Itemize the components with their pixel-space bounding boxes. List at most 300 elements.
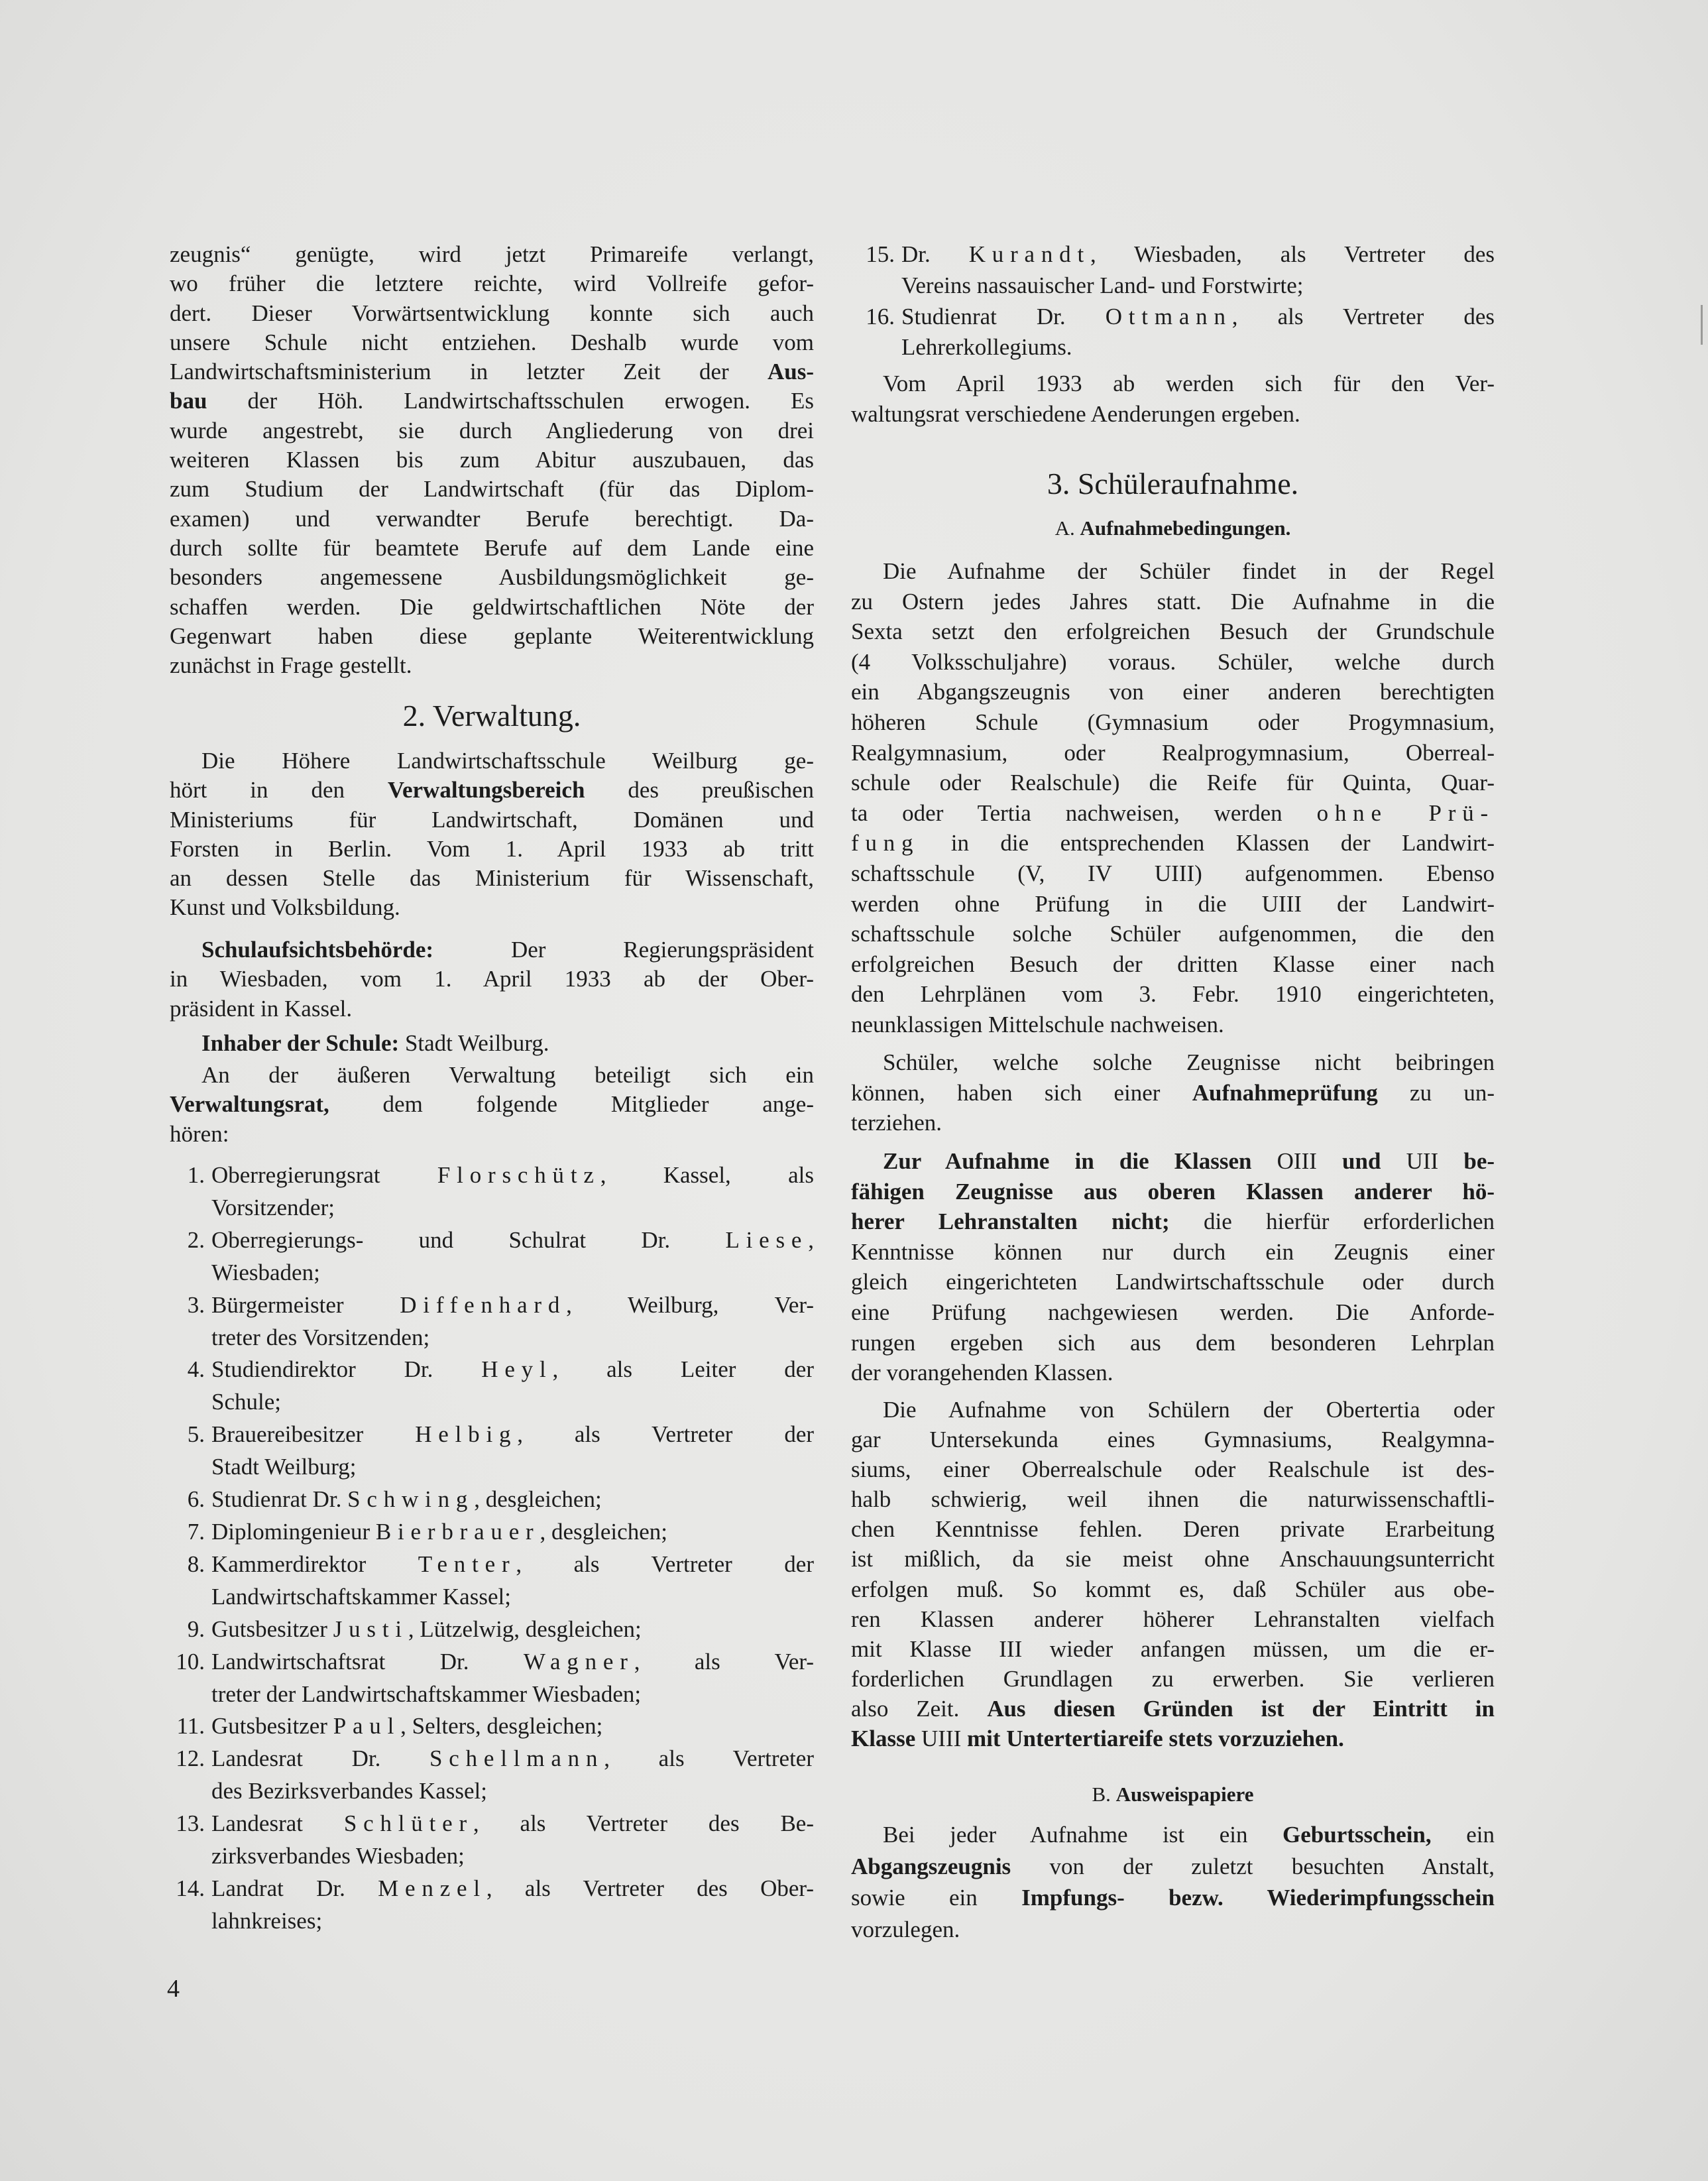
text-segment: Landwirtschaftsministerium in letzter Zeit der bbox=[170, 359, 768, 385]
text-segment: in Wiesbaden, vom 1. April 1933 ab der Ober- bbox=[170, 966, 814, 992]
text-line bbox=[851, 1694, 1495, 1724]
text-segment: Ministeriums für Landwirtschaft, Domänen und bbox=[170, 806, 814, 833]
list-item bbox=[176, 1808, 814, 1873]
text-segment: hören: bbox=[170, 1120, 229, 1147]
list-item-number: 4. bbox=[187, 1356, 205, 1383]
text-segment: , Kassel, als bbox=[600, 1162, 814, 1188]
text-segment: , als Ver- bbox=[634, 1648, 814, 1675]
text-line bbox=[851, 1819, 1495, 1851]
text-segment: waltungsrat verschiedene Aenderungen ergeben. bbox=[851, 401, 1300, 427]
text-line bbox=[851, 1851, 1495, 1883]
text-line bbox=[851, 677, 1495, 707]
text-segment: , Wiesbaden, als Vertreter des bbox=[1090, 241, 1495, 267]
text-segment: Diplomingenieur bbox=[211, 1518, 376, 1545]
paragraph bbox=[851, 369, 1495, 430]
list-item-number: 11. bbox=[176, 1713, 205, 1739]
text-segment: schaffen werden. Die geldwirtschaftlichen Nöte der bbox=[170, 593, 814, 620]
text-segment: Oberregierungs- und Schulrat Dr. bbox=[211, 1226, 726, 1253]
text-line bbox=[851, 1544, 1495, 1574]
text-segment: An der äußeren Verwaltung beteiligt sich ein bbox=[201, 1062, 814, 1088]
bold-text: Aus diesen Gründen ist der Eintritt in bbox=[987, 1695, 1495, 1722]
text-line bbox=[851, 1484, 1495, 1514]
text-segment: Oberregierungsrat bbox=[211, 1162, 437, 1188]
text-segment: forderlichen Grundlagen zu erwerben. Sie verlieren bbox=[851, 1665, 1495, 1692]
text-segment: , als Vertreter der bbox=[516, 1551, 814, 1577]
text-segment: zu Ostern jedes Jahres statt. Die Aufnahme in die bbox=[851, 588, 1495, 615]
text-line bbox=[170, 269, 814, 298]
text-segment: erfolgreichen Besuch der dritten Klasse einer nach bbox=[851, 951, 1495, 977]
bold-text: be- bbox=[1438, 1148, 1495, 1174]
text-line bbox=[211, 1679, 814, 1711]
text-segment: Sexta setzt den erfolgreichen Besuch der Grundschule bbox=[851, 619, 1495, 645]
text-segment: die hierfür erforderlichen bbox=[1169, 1208, 1495, 1235]
spaced-name: ohne Prü- bbox=[1316, 799, 1495, 826]
list-item-number: 14. bbox=[176, 1875, 205, 1901]
text-line bbox=[170, 651, 814, 680]
list-item-number: 7. bbox=[187, 1518, 205, 1545]
text-line bbox=[851, 889, 1495, 919]
text-segment: Studienrat Dr. bbox=[211, 1486, 348, 1513]
text-segment: weiteren Klassen bis zum Abitur auszubauen, das bbox=[170, 447, 814, 473]
text-segment: höheren Schule (Gymnasium oder Progymnasium, bbox=[851, 709, 1495, 735]
text-segment: OIII bbox=[1277, 1148, 1317, 1174]
text-segment: dem folgende Mitglieder ange- bbox=[329, 1091, 814, 1118]
text-segment: treter der Landwirtschaftskammer Wiesbaden; bbox=[211, 1680, 642, 1707]
subsection-heading bbox=[851, 1780, 1495, 1809]
text-segment: ein Abgangszeugnis von einer anderen berechtigten bbox=[851, 679, 1495, 705]
text-line bbox=[851, 1047, 1495, 1078]
text-segment: terziehen. bbox=[851, 1110, 942, 1136]
text-line bbox=[170, 328, 814, 357]
text-line bbox=[211, 1159, 814, 1192]
text-line bbox=[170, 776, 814, 805]
spaced-name: Helbig bbox=[415, 1421, 518, 1448]
list-item bbox=[866, 239, 1495, 302]
list-item-number: 2. bbox=[187, 1226, 205, 1253]
list-item bbox=[187, 1289, 815, 1354]
text-segment: (4 Volksschuljahre) voraus. Schüler, welche durch bbox=[851, 648, 1495, 675]
text-line bbox=[211, 1840, 814, 1873]
text-segment: Studiendirektor Dr. bbox=[211, 1356, 482, 1383]
text-segment: treter des Vorsitzenden; bbox=[211, 1324, 430, 1350]
text-line bbox=[211, 1614, 814, 1646]
spaced-name: Ottmann bbox=[1105, 303, 1232, 329]
spaced-name: Heyl bbox=[481, 1356, 553, 1383]
text-line bbox=[851, 514, 1495, 543]
text-line bbox=[851, 1574, 1495, 1604]
list-item bbox=[187, 1516, 814, 1549]
list-item-number: 6. bbox=[187, 1486, 205, 1513]
text-segment: Brauereibesitzer bbox=[211, 1421, 416, 1448]
text-segment: ein bbox=[1431, 1822, 1495, 1848]
text-segment: also Zeit. bbox=[851, 1695, 988, 1722]
list-item bbox=[187, 1549, 814, 1614]
bold-text: und bbox=[1316, 1148, 1406, 1174]
text-segment: der vorangehenden Klassen. bbox=[851, 1360, 1113, 1386]
text-line bbox=[211, 1484, 814, 1516]
text-line bbox=[901, 302, 1495, 333]
bold-text: Aus- bbox=[767, 359, 814, 385]
text-line bbox=[851, 1724, 1495, 1753]
text-segment: UII bbox=[1406, 1148, 1439, 1174]
text-segment: Schüler, welche solche Zeugnisse nicht beibringen bbox=[883, 1049, 1495, 1075]
text-segment: Vereins nassauischer Land- und Forstwirte; bbox=[901, 272, 1304, 298]
text-line bbox=[851, 1267, 1495, 1297]
text-segment: Realgymnasium, oder Realprogymnasium, Oberreal- bbox=[851, 739, 1495, 766]
text-segment: besonders angemessene Ausbildungsmöglichkeit ge- bbox=[170, 564, 814, 591]
text-line bbox=[211, 1386, 814, 1419]
text-line bbox=[851, 1664, 1495, 1694]
subsection-heading bbox=[851, 514, 1495, 543]
text-line bbox=[851, 1297, 1495, 1328]
text-segment: Studienrat Dr. bbox=[901, 303, 1106, 329]
bold-text: Verwaltungsrat, bbox=[170, 1091, 329, 1118]
text-segment: Wiesbaden; bbox=[211, 1259, 320, 1285]
text-line bbox=[851, 1395, 1495, 1425]
text-line bbox=[211, 1192, 814, 1224]
text-line bbox=[170, 965, 814, 994]
list-item bbox=[176, 1646, 814, 1711]
text-segment: Lehrerkollegiums. bbox=[901, 334, 1072, 361]
text-segment: unsere Schule nicht entziehen. Deshalb wurde vom bbox=[170, 329, 814, 355]
text-line bbox=[170, 893, 814, 922]
text-segment: gleich eingerichteten Landwirtschaftsschule oder durch bbox=[851, 1269, 1495, 1295]
text-line bbox=[170, 445, 814, 475]
text-segment: , als Vertreter des Ober- bbox=[486, 1875, 814, 1901]
bold-text: Impfungs- bezw. Wiederimpfungsschein bbox=[1021, 1885, 1495, 1911]
text-line bbox=[170, 563, 814, 592]
text-line bbox=[851, 1604, 1495, 1634]
text-segment: Landrat Dr. bbox=[211, 1875, 378, 1901]
text-segment: an dessen Stelle das Ministerium für Wissenschaft, bbox=[170, 865, 814, 892]
text-segment: , als Leiter der bbox=[552, 1356, 814, 1383]
text-segment: des preußischen bbox=[585, 777, 815, 803]
text-segment: hört in den bbox=[170, 777, 388, 803]
text-segment: mit Klasse III wieder anfangen müssen, um die er- bbox=[851, 1635, 1495, 1662]
section-heading: 3. Schüleraufnahme. bbox=[1047, 467, 1299, 501]
text-line bbox=[211, 1808, 814, 1840]
text-line bbox=[851, 399, 1495, 430]
text-line bbox=[851, 1177, 1495, 1207]
text-line bbox=[211, 1419, 814, 1451]
text-segment: sowie ein bbox=[851, 1885, 1022, 1911]
text-segment: Schule; bbox=[211, 1389, 281, 1415]
text-line bbox=[901, 332, 1495, 363]
text-line bbox=[851, 1207, 1495, 1237]
scan-artifact bbox=[1701, 305, 1703, 345]
text-line bbox=[211, 1322, 814, 1354]
paragraph bbox=[170, 935, 814, 1024]
text-segment: zirksverbandes Wiesbaden; bbox=[211, 1843, 465, 1869]
bold-text: Klasse bbox=[851, 1726, 921, 1752]
spaced-name: Paul bbox=[333, 1713, 401, 1739]
text-line bbox=[851, 1514, 1495, 1544]
text-line bbox=[851, 738, 1495, 768]
text-line bbox=[851, 647, 1495, 678]
text-line bbox=[211, 1743, 814, 1775]
text-line bbox=[851, 858, 1495, 889]
bold-text: Aufnahmeprüfung bbox=[1192, 1079, 1378, 1106]
spaced-name: Schlüter bbox=[343, 1810, 473, 1837]
text-segment: , als Vertreter des Be- bbox=[473, 1810, 814, 1837]
bold-text: Zur Aufnahme in die Klassen bbox=[883, 1148, 1277, 1174]
text-segment: den Lehrplänen vom 3. Febr. 1910 eingerichteten, bbox=[851, 981, 1495, 1008]
text-segment: , desgleichen; bbox=[474, 1486, 602, 1513]
spaced-name: Diffenhard bbox=[400, 1291, 567, 1318]
paragraph bbox=[170, 1029, 814, 1058]
text-line bbox=[211, 1775, 814, 1808]
text-line bbox=[851, 1328, 1495, 1358]
text-segment: Landwirtschaftskammer Kassel; bbox=[211, 1583, 511, 1610]
list-item-number: 13. bbox=[176, 1810, 205, 1837]
bold-text: Aufnahmebedingungen. bbox=[1080, 516, 1291, 540]
text-line bbox=[170, 746, 814, 776]
paragraph bbox=[170, 746, 814, 923]
text-line bbox=[211, 1873, 814, 1905]
text-segment: UIII bbox=[921, 1726, 962, 1752]
text-segment: , als Vertreter bbox=[604, 1745, 814, 1772]
text-segment: schaftsschule solche Schüler aufgenommen, die den bbox=[851, 921, 1495, 947]
text-line bbox=[851, 369, 1495, 399]
text-line bbox=[170, 593, 814, 622]
bold-text: herer Lehranstalten nicht; bbox=[851, 1208, 1170, 1235]
text-line bbox=[170, 622, 814, 651]
list-item bbox=[176, 1743, 814, 1808]
list-item bbox=[176, 1710, 814, 1743]
text-segment: , als Vertreter des bbox=[1231, 303, 1495, 329]
text-line bbox=[851, 1078, 1495, 1108]
text-segment: Gutsbesitzer bbox=[211, 1616, 333, 1642]
text-segment: zu un- bbox=[1377, 1079, 1495, 1106]
text-segment: Die Aufnahme der Schüler findet in der Regel bbox=[883, 558, 1495, 584]
text-segment: halb schwierig, weil ihnen die naturwissenschaftli- bbox=[851, 1486, 1495, 1513]
list-item-number: 10. bbox=[176, 1648, 205, 1675]
text-segment: , bbox=[808, 1226, 814, 1253]
section-heading: 2. Verwaltung. bbox=[402, 699, 581, 733]
list-item-number: 16. bbox=[866, 303, 895, 329]
text-segment: Bei jeder Aufnahme ist ein bbox=[883, 1822, 1283, 1848]
text-segment: Kammerdirektor bbox=[211, 1551, 418, 1577]
text-segment: , Lützelwig, desgleichen; bbox=[408, 1616, 642, 1642]
text-line bbox=[851, 707, 1495, 738]
list-item bbox=[187, 1159, 814, 1224]
text-segment: ren Klassen anderer höherer Lehranstalten vielfach bbox=[851, 1606, 1495, 1632]
text-segment: Gutsbesitzer bbox=[211, 1713, 333, 1739]
spaced-name: Florschütz bbox=[437, 1162, 600, 1188]
text-segment: vorzulegen. bbox=[851, 1916, 960, 1943]
text-segment: Kenntnisse können nur durch ein Zeugnis einer bbox=[851, 1238, 1495, 1265]
text-line bbox=[851, 1010, 1495, 1040]
text-segment: Landesrat Dr. bbox=[211, 1745, 430, 1772]
text-line bbox=[170, 1061, 814, 1090]
text-segment: präsident in Kassel. bbox=[170, 995, 353, 1022]
text-line bbox=[211, 1289, 814, 1322]
text-segment: eine Prüfung nachgewiesen werden. Die Anforde- bbox=[851, 1299, 1495, 1325]
list-item-number: 12. bbox=[176, 1745, 205, 1772]
text-line bbox=[170, 416, 814, 445]
text-line bbox=[851, 556, 1495, 587]
text-line bbox=[851, 1454, 1495, 1484]
text-line bbox=[851, 1914, 1495, 1946]
text-segment: chen Kenntnisse fehlen. Deren private Erarbeitung bbox=[851, 1516, 1495, 1543]
list-item-number: 15. bbox=[866, 241, 895, 267]
text-line bbox=[851, 1358, 1495, 1388]
spaced-name: Wagner bbox=[523, 1648, 634, 1675]
text-segment: durch sollte für beamtete Berufe auf dem Lande eine bbox=[170, 534, 814, 561]
page-number: 4 bbox=[167, 1975, 180, 2003]
text-segment: des Bezirksverbandes Kassel; bbox=[211, 1778, 487, 1804]
paragraph bbox=[851, 1047, 1495, 1138]
text-segment: zeugnis“ genügte, wird jetzt Primareife verlangt, bbox=[170, 241, 814, 267]
text-segment: wo früher die letztere reichte, wird Vollreife gefor- bbox=[170, 270, 814, 297]
text-line bbox=[170, 299, 814, 328]
paragraph bbox=[170, 1061, 814, 1149]
spaced-name: Justi bbox=[333, 1616, 408, 1642]
text-segment: Die Aufnahme von Schülern der Obertertia oder bbox=[883, 1397, 1495, 1423]
bold-text: fähigen Zeugnisse aus oberen Klassen anderer hö- bbox=[851, 1178, 1495, 1205]
list-item-number: 1. bbox=[187, 1162, 205, 1188]
list-item bbox=[187, 1614, 814, 1646]
list-item bbox=[187, 1354, 814, 1419]
paragraph bbox=[851, 1146, 1495, 1388]
text-line bbox=[211, 1451, 814, 1484]
spaced-name: Bierbrauer bbox=[375, 1518, 540, 1545]
text-line bbox=[851, 1780, 1495, 1809]
text-line bbox=[170, 935, 814, 965]
text-line bbox=[170, 357, 814, 386]
bold-text: Geburtsschein, bbox=[1282, 1822, 1432, 1848]
text-segment: können, haben sich einer bbox=[851, 1079, 1192, 1106]
text-line bbox=[170, 386, 814, 416]
text-line bbox=[851, 587, 1495, 617]
list-item bbox=[866, 302, 1495, 364]
spaced-name: Schwing bbox=[347, 1486, 475, 1513]
text-segment: Stadt Weilburg. bbox=[399, 1030, 549, 1056]
bold-text: bau bbox=[170, 388, 207, 414]
paragraph bbox=[851, 1395, 1495, 1753]
list-item-number: 9. bbox=[187, 1616, 205, 1642]
text-line bbox=[901, 270, 1495, 302]
text-line bbox=[211, 1354, 814, 1386]
spaced-name: Menzel bbox=[378, 1875, 486, 1901]
text-segment: Vom April 1933 ab werden sich für den Ver- bbox=[883, 371, 1495, 396]
text-line bbox=[170, 864, 814, 893]
text-segment: der Höh. Landwirtschaftsschulen erwogen. Es bbox=[207, 388, 814, 414]
text-segment: Landwirtschaftsrat Dr. bbox=[211, 1648, 524, 1675]
paragraph bbox=[851, 556, 1495, 1040]
text-line bbox=[211, 1549, 814, 1581]
paragraph bbox=[170, 240, 814, 680]
text-line bbox=[851, 949, 1495, 980]
text-line bbox=[851, 1108, 1495, 1138]
text-line bbox=[851, 1237, 1495, 1267]
text-segment: Die Höhere Landwirtschaftsschule Weilburg ge- bbox=[201, 748, 814, 774]
text-segment: von der zuletzt besuchten Anstalt, bbox=[1011, 1853, 1495, 1879]
text-segment: dert. Dieser Vorwärtsentwicklung konnte sich auch bbox=[170, 300, 814, 326]
text-line bbox=[170, 1029, 814, 1058]
text-segment: schaftsschule (V, IV UIII) aufgenommen. Ebenso bbox=[851, 860, 1495, 886]
text-line bbox=[170, 475, 814, 504]
list-item bbox=[176, 1873, 814, 1938]
text-line bbox=[211, 1516, 814, 1549]
list-item bbox=[187, 1224, 814, 1289]
text-segment: , als Vertreter der bbox=[517, 1421, 815, 1448]
text-segment: wurde angestrebt, sie durch Angliederung von drei bbox=[170, 417, 814, 443]
bold-text: Inhaber der Schule: bbox=[201, 1030, 400, 1056]
spaced-name: Tenter bbox=[418, 1551, 516, 1577]
text-segment: Vorsitzender; bbox=[211, 1194, 335, 1220]
list-item-number: 5. bbox=[187, 1421, 205, 1448]
text-line bbox=[851, 1146, 1495, 1177]
spaced-name: Liese bbox=[725, 1226, 809, 1253]
member-list bbox=[851, 239, 1495, 363]
text-line bbox=[851, 1882, 1495, 1914]
text-line bbox=[170, 534, 814, 563]
bold-text: Verwaltungsbereich bbox=[387, 777, 585, 803]
text-line bbox=[170, 1090, 814, 1119]
bold-text: Ausweispapiere bbox=[1115, 1783, 1254, 1806]
text-segment: Dr. bbox=[901, 241, 969, 267]
text-segment: Gegenwart haben diese geplante Weiterentwicklung bbox=[170, 622, 814, 649]
text-line bbox=[851, 919, 1495, 949]
text-segment: rungen ergeben sich aus dem besonderen Lehrplan bbox=[851, 1329, 1495, 1356]
list-item bbox=[187, 1484, 814, 1516]
bold-text: Abgangszeugnis bbox=[851, 1853, 1011, 1879]
spaced-name: Schellmann bbox=[429, 1745, 604, 1772]
text-line bbox=[170, 504, 814, 534]
text-segment: neunklassigen Mittelschule nachweisen. bbox=[851, 1011, 1224, 1037]
text-line bbox=[211, 1646, 814, 1679]
text-segment: zunächst in Frage gestellt. bbox=[170, 652, 412, 679]
text-segment: werden ohne Prüfung in die UIII der Landwirt- bbox=[851, 890, 1495, 917]
text-line bbox=[170, 994, 814, 1024]
list-item-number: 3. bbox=[187, 1291, 205, 1318]
text-segment: ta oder Tertia nachweisen, werden bbox=[851, 799, 1317, 826]
text-segment: schule oder Realschule) die Reife für Quinta, Quar- bbox=[851, 770, 1495, 796]
text-line bbox=[851, 768, 1495, 798]
text-line bbox=[851, 979, 1495, 1010]
text-segment: examen) und verwandter Berufe berechtigt. Da- bbox=[170, 505, 814, 532]
list-item-number: 8. bbox=[187, 1551, 205, 1577]
text-line bbox=[851, 617, 1495, 647]
text-line bbox=[211, 1581, 814, 1614]
spaced-name: fung bbox=[851, 830, 920, 856]
text-line bbox=[211, 1710, 814, 1743]
text-line bbox=[851, 1425, 1495, 1454]
text-segment: , desgleichen; bbox=[540, 1518, 667, 1545]
text-segment: Der Regierungspräsident bbox=[433, 937, 814, 963]
text-line bbox=[170, 805, 814, 835]
bold-text: Schulaufsichtsbehörde: bbox=[201, 937, 434, 963]
text-line bbox=[211, 1224, 814, 1257]
text-line bbox=[170, 835, 814, 864]
text-line bbox=[211, 1257, 814, 1289]
text-segment: Kunst und Volksbildung. bbox=[170, 894, 400, 921]
text-segment: B. bbox=[1092, 1783, 1116, 1806]
text-line bbox=[901, 239, 1495, 270]
text-segment: lahnkreises; bbox=[211, 1907, 323, 1934]
member-list bbox=[170, 1159, 814, 1938]
text-segment: siums, einer Oberrealschule oder Realschule ist des- bbox=[851, 1456, 1495, 1483]
paragraph bbox=[851, 1819, 1495, 1946]
text-segment: ist mißlich, da sie meist ohne Anschauungsunterricht bbox=[851, 1546, 1495, 1572]
text-line bbox=[170, 1120, 814, 1149]
text-line bbox=[851, 798, 1495, 829]
text-segment: Bürgermeister bbox=[211, 1291, 400, 1318]
text-segment: gar Untersekunda eines Gymnasiums, Realgymna- bbox=[851, 1427, 1495, 1453]
text-segment: Landesrat bbox=[211, 1810, 344, 1837]
text-segment: , Selters, desgleichen; bbox=[400, 1713, 603, 1739]
